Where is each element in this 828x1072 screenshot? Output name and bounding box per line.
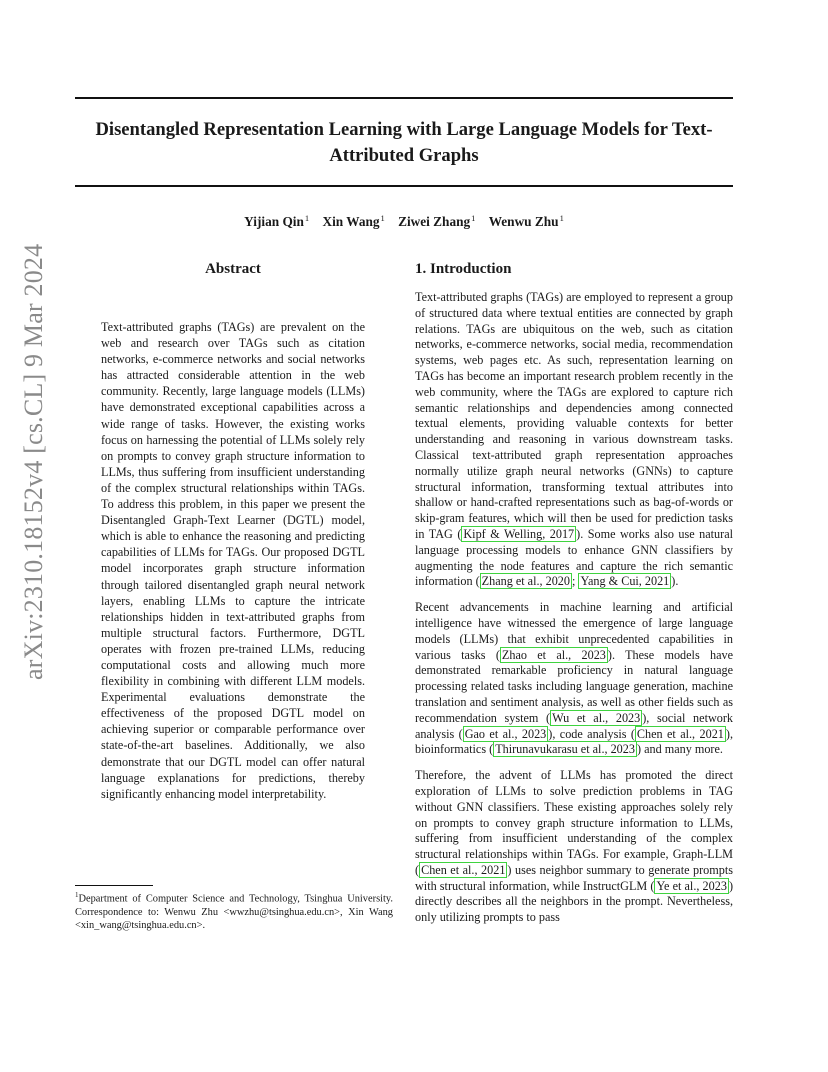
citation-link[interactable]: Chen et al., 2021 — [636, 726, 724, 741]
citation-link[interactable]: Chen et al., 2021 — [421, 862, 506, 877]
section-heading-introduction: 1. Introduction — [415, 261, 512, 277]
abstract-heading: Abstract — [205, 261, 261, 277]
paragraph: Therefore, the advent of LLMs has promoted the direct exploration of LLMs to solve prediction problems in TAG without GNN classifiers. These existing approaches solely rely on prompts to convey graph structure information to LLMs, suffering from insufficient understanding of the complex structural relationships within TAGs. For example, Graph-LLM ( Chen et al., 2021 ) uses neighbor summary to generate prompts with structural information, while InstructGLM ( Ye et al., 2023 ) directly describes all the neighbors in the prompt. Nevertheless, only utilizing prompts to pass — [415, 768, 733, 925]
author-name: Ziwei Zhang$^1$ — [398, 213, 476, 230]
author-name: Xin Wang$^1$ — [322, 213, 385, 230]
affiliation-footnote: $^1$Department of Computer Science and Technology, Tsinghua University. Correspondence to: Wenwu Zhu <wwzhu@tsinghua.edu.cn>, Xin Wang <xin_wang@tsinghua.edu.cn>. — [75, 891, 393, 931]
citation-link[interactable]: Kipf & Welling, 2017 — [463, 526, 575, 541]
title-bottom-rule — [75, 185, 733, 187]
citation-link[interactable]: Ye et al., 2023 — [656, 878, 727, 893]
citation-link[interactable]: Thirunavukarasu et al., 2023 — [495, 742, 635, 757]
citation-link[interactable]: Gao et al., 2023 — [464, 726, 547, 741]
citation-link[interactable]: Wu et al., 2023 — [552, 710, 641, 725]
arxiv-identifier: arXiv:2310.18152v4 [cs.CL] 9 Mar 2024 — [19, 243, 48, 680]
introduction-body — [415, 290, 733, 936]
author-name: Wenwu Zhu$^1$ — [488, 213, 564, 230]
author-name: Yijian Qin$^1$ — [244, 213, 310, 230]
footnote-rule — [75, 885, 153, 886]
citation-link[interactable]: Zhang et al., 2020 — [481, 574, 570, 589]
paragraph: Text-attributed graphs (TAGs) are employed to represent a group of structured data where textual entities are connected by graph relations. TAGs are ubiquitous on the web, such as citation networks, e-commerce networks, social media, recommendation systems, web pages etc. As such, representation learning on TAGs has become an important research problem recently in the web community, where the TAGs are explored to capture rich semantic relationships and dependencies among connected textual elements, providing valuable contexts for better understanding and reasoning in various downstream tasks. Classical text-attributed graph representation approaches normally utilize graph neural networks (GNNs) to capture structural information, transforming textual attributes into shallow or hand-crafted representations such as bag-of-words or skip-gram features, which will then be used for prediction tasks in TAG ( Kipf & Welling, 2017 ). Some works also use natural language processing models to enhance GNN classifiers by augmenting the node features and capture the rich semantic information ( Zhang et al., 2020 ; Yang & Cui, 2021 ). — [415, 290, 733, 589]
citation-link[interactable]: Yang & Cui, 2021 — [580, 574, 670, 589]
paper-title: Disentangled Representation Learning with Large Language Models for Text-Attributed Graphs — [95, 119, 713, 166]
title-top-rule — [75, 97, 733, 99]
abstract-text: Text-attributed graphs (TAGs) are prevalent on the web and research over TAGs such as citation networks, e-commerce networks and social networks has attracted considerable attention in the web community. Recently, large language models (LLMs) have demonstrated exceptional capabilities across a wide range of tasks. However, the existing works focus on harnessing the potential of LLMs solely rely on prompts to convey graph structure information to LLMs, thus suffering from insufficient understanding of the complex structural relationships within TAGs. To address this problem, in this paper we present the Disentangled Graph-Text Learner (DGTL) model, which is able to enhance the reasoning and predicting capabilities of LLMs for TAGs. Our proposed DGTL model incorporates graph structure information through tailored disentangled graph neural network layers, enabling LLMs to capture the intricate relationships hidden in text-attributed graphs from multiple structural factors. Furthermore, DGTL operates with frozen pre-trained LLMs, reducing computational costs and allowing much more flexibility in combining with different LLM models. Experimental evaluations demonstrate the effectiveness of the proposed DGTL model on achieving superior or comparable performance over state-of-the-art baselines. Additionally, we also demonstrate that our DGTL model can offer natural language explanations for predictions, thereby significantly enhancing model interpretability. — [101, 320, 365, 801]
paragraph: Recent advancements in machine learning and artificial intelligence have witnessed the emergence of large language models (LLMs) that exhibit unprecedented capabilities in various tasks ( Zhao et al., 2023 ). These models have demonstrated remarkable proficiency in natural language processing related tasks including language generation, machine translation and sentiment analysis, as well as other fields such as recommendation system ( Wu et al., 2023 ), social network analysis ( Gao et al., 2023 ), code analysis ( Chen et al., 2021 ), bioinformatics ( Thirunavukarasu et al., 2023 ) and many more. — [415, 600, 733, 757]
citation-link[interactable]: Zhao et al., 2023 — [501, 647, 606, 662]
author-list — [75, 213, 733, 230]
